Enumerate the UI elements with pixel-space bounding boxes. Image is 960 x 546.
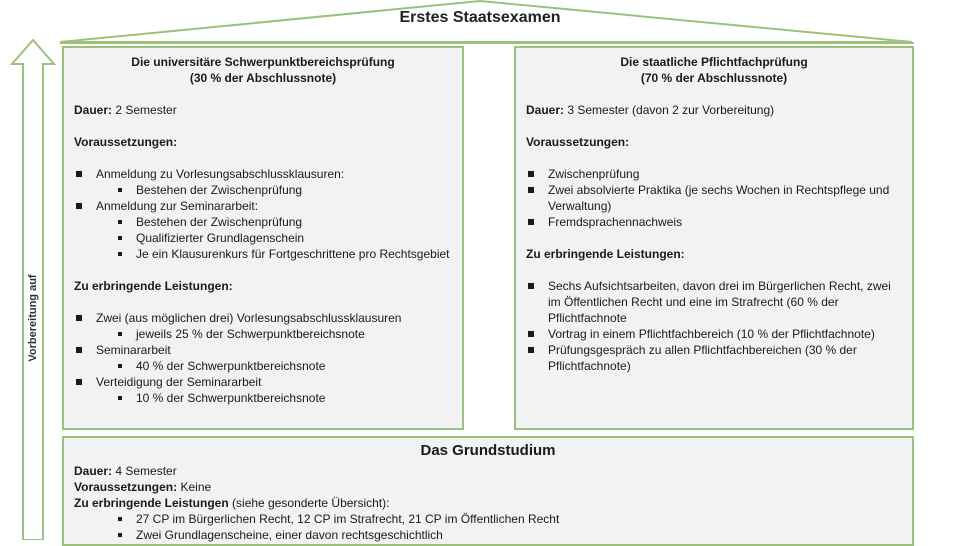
list-subitem: 27 CP im Bürgerlichen Recht, 12 CP im Strafrecht, 21 CP im Öffentlichen Recht [74, 511, 902, 527]
duration-label: Dauer: [526, 103, 565, 117]
list-item: Anmeldung zur Seminararbeit: [74, 198, 452, 214]
panel-title: Das Grundstudium [420, 442, 556, 459]
list-item: Prüfungsgespräch zu allen Pflichtfachbereichen (30 % der Pflichtfachnote) [526, 342, 902, 374]
performance-list [526, 278, 902, 374]
list-subitem: Je ein Klausurenkurs für Fortgeschrittene pro Rechtsgebiet [74, 246, 452, 262]
performance-list [74, 310, 452, 406]
performance-heading: Zu erbringende Leistungen: [526, 247, 685, 261]
list-item: Verteidigung der Seminararbeit [74, 374, 452, 390]
performance-list [74, 511, 902, 543]
duration-value: 3 Semester (davon 2 zur Vorbereitung) [567, 103, 775, 117]
list-subitem: Qualifizierter Grundlagenschein [74, 230, 452, 246]
requirements-heading: Voraussetzungen: [74, 135, 178, 149]
list-item: Seminararbeit [74, 342, 452, 358]
list-item: Vortrag in einem Pflichtfachbereich (10 % der Pflichtfachnote) [526, 326, 902, 342]
performance-note: (siehe gesonderte Übersicht): [232, 496, 390, 510]
requirements-heading: Voraussetzungen: [526, 135, 630, 149]
panel-grundstudium [62, 436, 914, 546]
performance-row [74, 495, 902, 511]
duration-value: 2 Semester [115, 103, 177, 117]
panel-schwerpunktbereichspruefung [62, 46, 464, 430]
duration-label: Dauer: [74, 103, 113, 117]
duration-row [526, 102, 902, 118]
list-subitem: Bestehen der Zwischenprüfung [74, 182, 452, 198]
list-item: Sechs Aufsichtsarbeiten, davon drei im Bürgerlichen Recht, zwei im Öffentlichen Recht und eine im Strafrecht (60 % der Pflichtfachnote [526, 278, 902, 326]
list-subitem: jeweils 25 % der Schwerpunktbereichsnote [74, 326, 452, 342]
list-item: Zwei (aus möglichen drei) Vorlesungsabschlussklausuren [74, 310, 452, 326]
panel-subtitle: (30 % der Abschlussnote) [189, 71, 337, 85]
list-item: Zwei absolvierte Praktika (je sechs Wochen in Rechtspflege und Verwaltung) [526, 182, 902, 214]
requirements-list [74, 166, 452, 262]
roof-title: Erstes Staatsexamen [399, 9, 561, 26]
duration-row [74, 463, 902, 479]
requirements-list [526, 166, 902, 230]
requirements-label: Voraussetzungen: [74, 480, 178, 494]
performance-heading: Zu erbringende Leistungen: [74, 279, 233, 293]
list-subitem: 40 % der Schwerpunktbereichsnote [74, 358, 452, 374]
panel-subtitle: (70 % der Abschlussnote) [640, 71, 788, 85]
panel-title: Die universitäre Schwerpunktbereichsprüfung [131, 55, 395, 69]
list-subitem: 10 % der Schwerpunktbereichsnote [74, 390, 452, 406]
panel-title: Die staatliche Pflichtfachprüfung [620, 55, 808, 69]
list-subitem: Zwei Grundlagenscheine, einer davon rechtsgeschichtlich [74, 527, 902, 543]
arrow-label: Vorbereitung auf [27, 274, 39, 362]
requirements-value: Keine [180, 480, 212, 494]
list-subitem: Bestehen der Zwischenprüfung [74, 214, 452, 230]
performance-label: Zu erbringende Leistungen [74, 496, 229, 510]
duration-row [74, 102, 452, 118]
requirements-row [74, 479, 902, 495]
panel-pflichtfachpruefung [514, 46, 914, 430]
list-item: Zwischenprüfung [526, 166, 902, 182]
duration-label: Dauer: [74, 464, 113, 478]
list-item: Anmeldung zu Vorlesungsabschlussklausuren: [74, 166, 452, 182]
list-item: Fremdsprachennachweis [526, 214, 902, 230]
duration-value: 4 Semester [115, 464, 177, 478]
